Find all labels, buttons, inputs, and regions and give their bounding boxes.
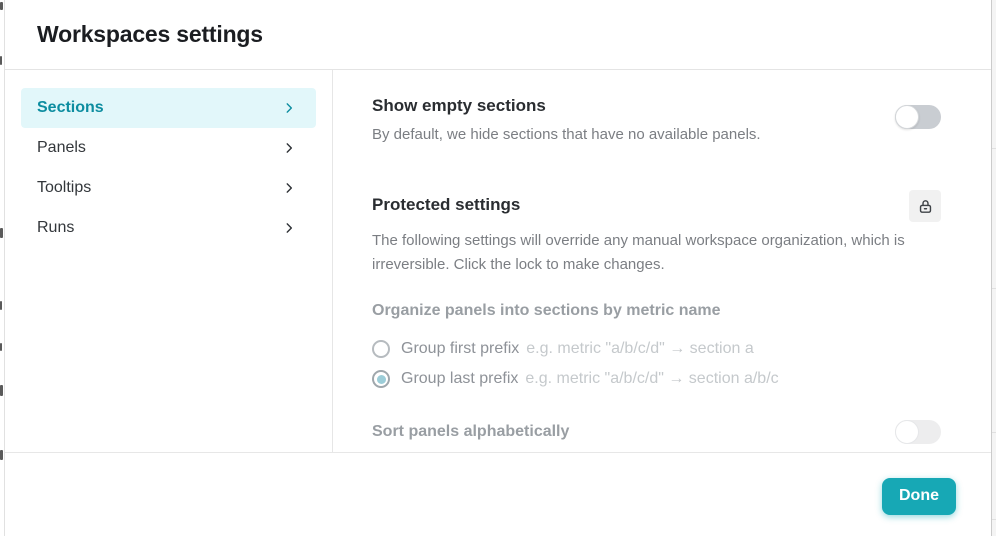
edge-artifact [992, 148, 996, 149]
show-empty-sections-row [372, 96, 941, 147]
chevron-right-icon [282, 221, 296, 235]
lock-icon [917, 198, 934, 215]
settings-sidebar [5, 70, 333, 452]
show-empty-sections-text [372, 96, 761, 147]
group-first-prefix-label: Group first prefix [401, 340, 520, 357]
lock-button[interactable] [909, 190, 941, 222]
sidebar-item-label: Tooltips [37, 179, 92, 196]
modal-title: Workspaces settings [37, 21, 263, 47]
sidebar-item-panels[interactable] [21, 128, 316, 168]
edge-artifact [0, 56, 2, 65]
page-edge-right [991, 0, 996, 536]
chevron-right-icon [282, 141, 296, 155]
radio-unselected-icon [372, 340, 390, 358]
organize-options [372, 334, 941, 394]
show-empty-sections-toggle[interactable] [895, 105, 941, 129]
modal-body [5, 70, 991, 452]
sections-settings-panel [333, 70, 991, 452]
edge-artifact [0, 385, 3, 396]
edge-artifact [0, 228, 3, 238]
organize-panels-title: Organize panels into sections by metric name [372, 302, 721, 319]
edge-artifact [992, 519, 996, 520]
edge-artifact [0, 450, 3, 460]
toggle-knob [895, 105, 919, 129]
group-last-prefix-hint: e.g. metric "a/b/c/d" → section a/b/c [525, 370, 779, 387]
sidebar-item-tooltips[interactable] [21, 168, 316, 208]
show-empty-sections-title: Show empty sections [372, 96, 546, 115]
done-button[interactable]: Done [882, 478, 956, 515]
edge-artifact [0, 343, 2, 351]
sidebar-item-label: Sections [37, 99, 104, 116]
sort-panels-toggle [895, 420, 941, 444]
edge-artifact [992, 432, 996, 433]
chevron-right-icon [282, 181, 296, 195]
toggle-knob [895, 420, 919, 444]
sidebar-item-runs[interactable] [21, 208, 316, 248]
chevron-right-icon [282, 101, 296, 115]
edge-artifact [0, 2, 3, 10]
edge-artifact [0, 301, 2, 310]
protected-settings-description: The following settings will override any manual workspace organization, which is irreversible. Click the lock to make changes. [372, 232, 905, 273]
group-last-prefix-option [372, 364, 941, 394]
group-first-prefix-hint: e.g. metric "a/b/c/d" → section a [526, 340, 754, 357]
sidebar-item-label: Runs [37, 219, 75, 236]
protected-settings-title: Protected settings [372, 195, 521, 214]
modal-header [5, 0, 991, 70]
sort-panels-row [372, 420, 941, 444]
group-last-prefix-label: Group last prefix [401, 370, 519, 387]
sidebar-item-sections[interactable] [21, 88, 316, 128]
workspaces-settings-modal [5, 0, 991, 536]
organize-panels-group [372, 301, 941, 444]
sort-panels-label: Sort panels alphabetically [372, 423, 570, 440]
modal-footer [5, 452, 991, 536]
group-first-prefix-option [372, 334, 941, 364]
page-edge-left [0, 0, 5, 536]
protected-settings-block [372, 195, 941, 277]
sidebar-item-label: Panels [37, 139, 86, 156]
show-empty-sections-description: By default, we hide sections that have no available panels. [372, 126, 761, 143]
edge-artifact [992, 288, 996, 289]
radio-selected-icon [372, 370, 390, 388]
protected-settings-row [372, 195, 941, 222]
